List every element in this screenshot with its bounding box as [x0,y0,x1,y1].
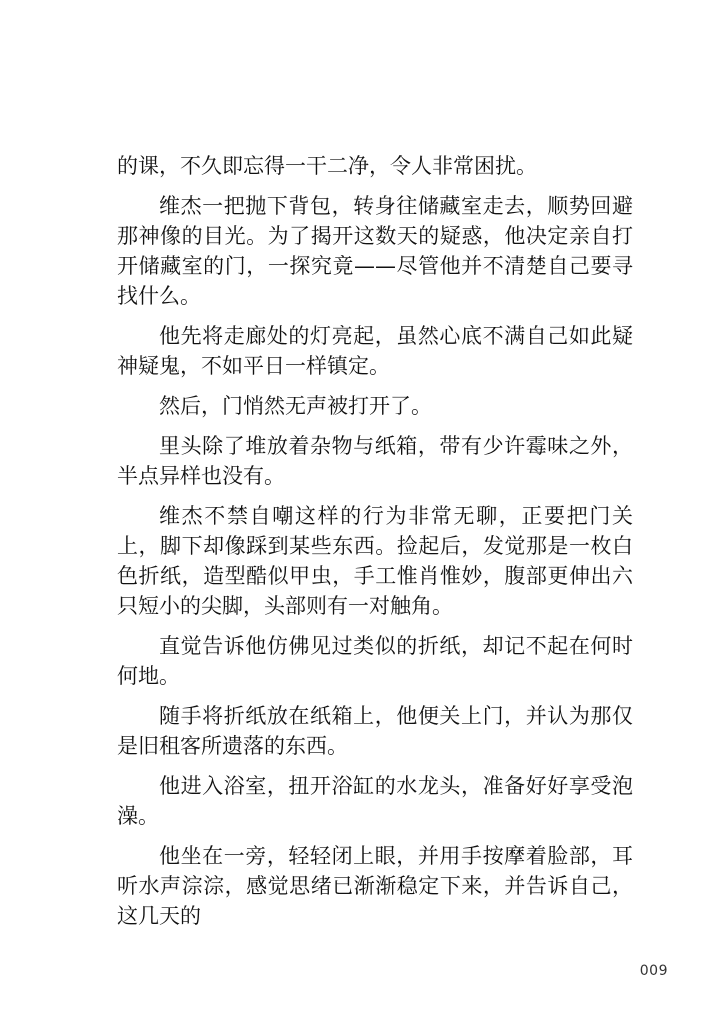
paragraph: 然后，门悄然无声被打开了。 [159,394,432,418]
paragraph: 维杰不禁自嘲这样的行为非常无聊，正要把门关上，脚下却像踩到某些东西。捡起后，发觉那是一枚白色折纸，造型酷似甲虫，手工惟肖惟妙，腹部更伸出六只短小的尖脚，头部则有一对触角。 [117,504,633,618]
paragraph: 他坐在一旁，轻轻闭上眼，并用手按摩着脸部，耳听水声淙淙，感觉思绪已渐渐稳定下来，并告诉自己，这几天的 [117,844,633,928]
paragraph: 他先将走廊处的灯亮起，虽然心底不满自己如此疑神疑鬼，不如平日一样镇定。 [117,324,633,378]
paragraph: 维杰一把抛下背包，转身往储藏室走去，顺势回避那神像的目光。为了揭开这数天的疑惑，他决定亲自打开储藏室的门，一探究竟——尽管他并不清楚自己要寻找什么。 [117,194,633,308]
paragraph: 随手将折纸放在纸箱上，他便关上门，并认为那仅是旧租客所遗落的东西。 [117,704,633,758]
paragraph: 直觉告诉他仿佛见过类似的折纸，却记不起在何时何地。 [117,634,633,688]
paragraph: 他进入浴室，扭开浴缸的水龙头，准备好好享受泡澡。 [117,774,633,828]
body-text [117,151,633,941]
paragraph: 里头除了堆放着杂物与纸箱，带有少许霉味之外，半点异样也没有。 [117,434,633,488]
page-number: 009 [639,963,668,979]
paragraph-continuation: 的课，不久即忘得一干二净，令人非常困扰。 [117,154,537,178]
